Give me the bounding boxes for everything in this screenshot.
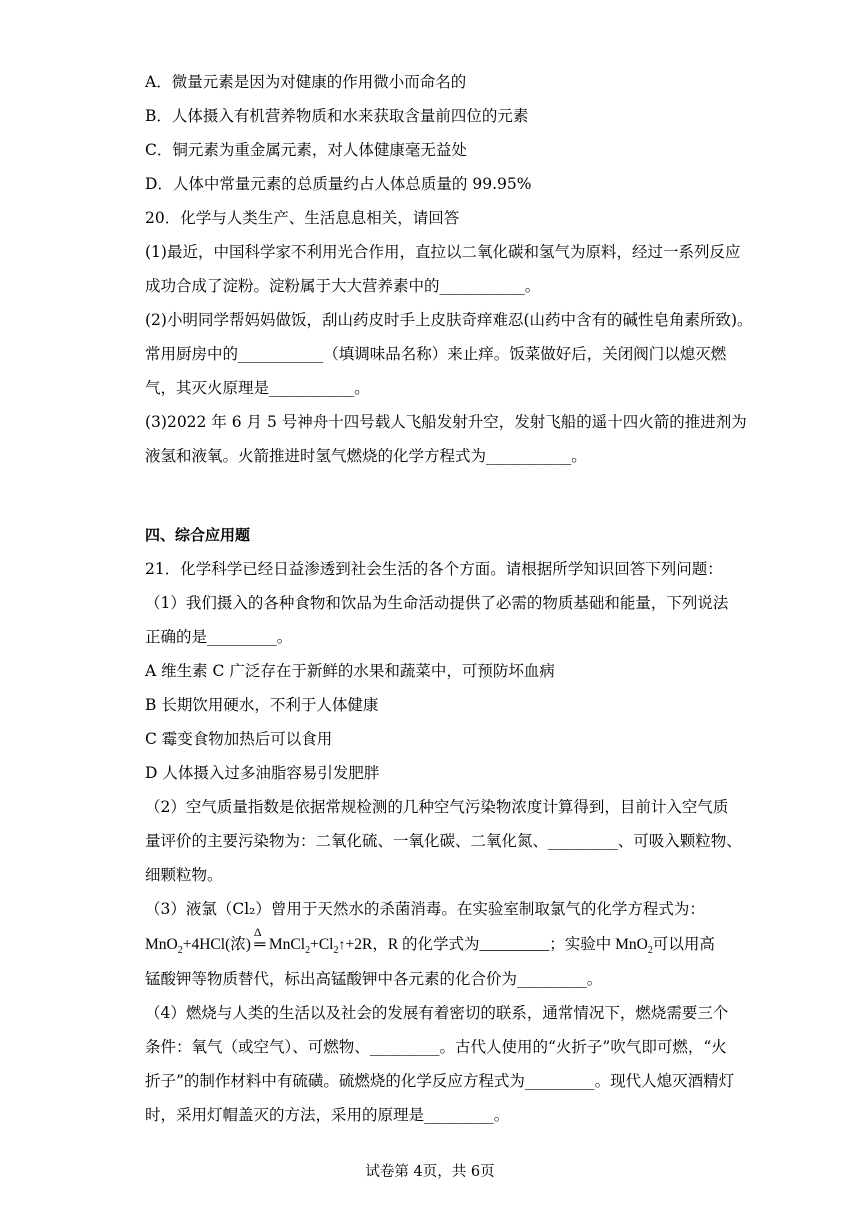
gas-arrow-icon: ↑ [338, 938, 346, 953]
question-21: 21．化学科学已经日益渗透到社会生活的各个方面。请根据所学知识回答下列问题： [145, 560, 723, 578]
eq-reactant-hcl: +4HCl(浓) [182, 936, 251, 953]
q21-choice-c: C 霉变食物加热后可以食用 [145, 730, 333, 748]
chemical-equation [145, 925, 715, 961]
q21-part2-line1: （2）空气质量指数是依据常规检测的几种空气污染物浓度计算得到，目前计入空气质 [145, 798, 729, 816]
option-a: A．微量元素是因为对健康的作用微小而命名的 [145, 73, 467, 91]
q21-part4-line3: 折子”的制作材料中有硫磺。硫燃烧的化学反应方程式为_________。现代人熄灭酒精灯 [145, 1072, 735, 1090]
q21-part4-line1: （4）燃烧与人类的生活以及社会的发展有着密切的联系，通常情况下，燃烧需要三个 [145, 1004, 729, 1022]
q21-part3-line1: （3）液氯（Cl₂）曾用于天然水的杀菌消毒。在实验室制取氯气的化学方程式为： [145, 900, 705, 918]
q21-part4-line4: 时，采用灯帽盖灭的方法，采用的原理是_________。 [145, 1106, 510, 1124]
q20-part1-line1: (1)最近，中国科学家不利用光合作用，直拉以二氧化碳和氢气为原料，经过一系列反应 [145, 243, 741, 261]
option-b: B．人体摄入有机营养物质和水来获取含量前四位的元素 [145, 107, 529, 125]
eq-product-mncl2: MnCl$_2$ [268, 936, 311, 957]
q21-part3-line3: 锰酸钾等物质替代，标出高锰酸钾中各元素的化合价为_________。 [145, 970, 603, 988]
q21-part1-line1: （1）我们摄入的各种食物和饮品为生命活动提供了必需的物质基础和能量，下列说法 [145, 594, 729, 612]
q21-part4-line2: 条件：氧气（或空气）、可燃物、_________。古代人使用的“火折子”吹气即可燃，“火 [145, 1038, 727, 1056]
eq-product-cl2: $+Cl_2$ [310, 936, 339, 957]
q20-part1-line2: 成功合成了淀粉。淀粉属于大大营养素中的___________。 [145, 277, 541, 295]
eq-reactant-mno2: MnO$_2$ [145, 936, 183, 957]
question-20: 20．化学与人类生产、生活息息相关，请回答 [145, 209, 460, 227]
q21-choice-a: A 维生素 C 广泛存在于新鲜的水果和蔬菜中，可预防坏血病 [145, 662, 555, 680]
eq-tail-text: ，R 的化学式为_________；实验中 MnO$_2$可以用高 [372, 936, 715, 957]
q21-choice-b: B 长期饮用硬水，不利于人体健康 [145, 696, 379, 714]
q21-part1-line2: 正确的是_________。 [145, 628, 293, 646]
q21-part2-line2: 量评价的主要污染物为：二氧化硫、一氧化碳、二氧化氮、_________、可吸入颗粒物、 [145, 832, 742, 850]
q21-part2-line3: 细颗粒物。 [145, 866, 223, 884]
q21-choice-d: D 人体摄入过多油脂容易引发肥胖 [145, 764, 380, 782]
q20-part2-line1: (2)小明同学帮妈妈做饭，刮山药皮时手上皮肤奇痒难忍(山药中含有的碱性皂角素所致)。 [145, 311, 753, 329]
q20-part3-line2: 液氢和液氧。火箭推进时氢气燃烧的化学方程式为___________。 [145, 447, 587, 465]
q20-part2-line2: 常用厨房中的___________（填调味品名称）来止痒。饭菜做好后，关闭阀门以熄灭燃 [145, 345, 727, 363]
eq-product-r: +2R [345, 936, 373, 953]
option-d: D．人体中常量元素的总质量约占人体总质量的 99.95% [145, 175, 532, 193]
heating-condition: Δ ═ [253, 925, 266, 953]
section-heading: 四、综合应用题 [145, 526, 251, 544]
option-c: C．铜元素为重金属元素，对人体健康毫无益处 [145, 141, 467, 159]
q20-part3-line1: (3)2022 年 6 月 5 号神舟十四号载人飞船发射升空，发射飞船的遥十四火箭的推进剂为 [145, 413, 747, 431]
page-footer: 试卷第 4页，共 6页 [365, 1164, 495, 1180]
q20-part2-line3: 气，其灭火原理是___________。 [145, 379, 370, 397]
